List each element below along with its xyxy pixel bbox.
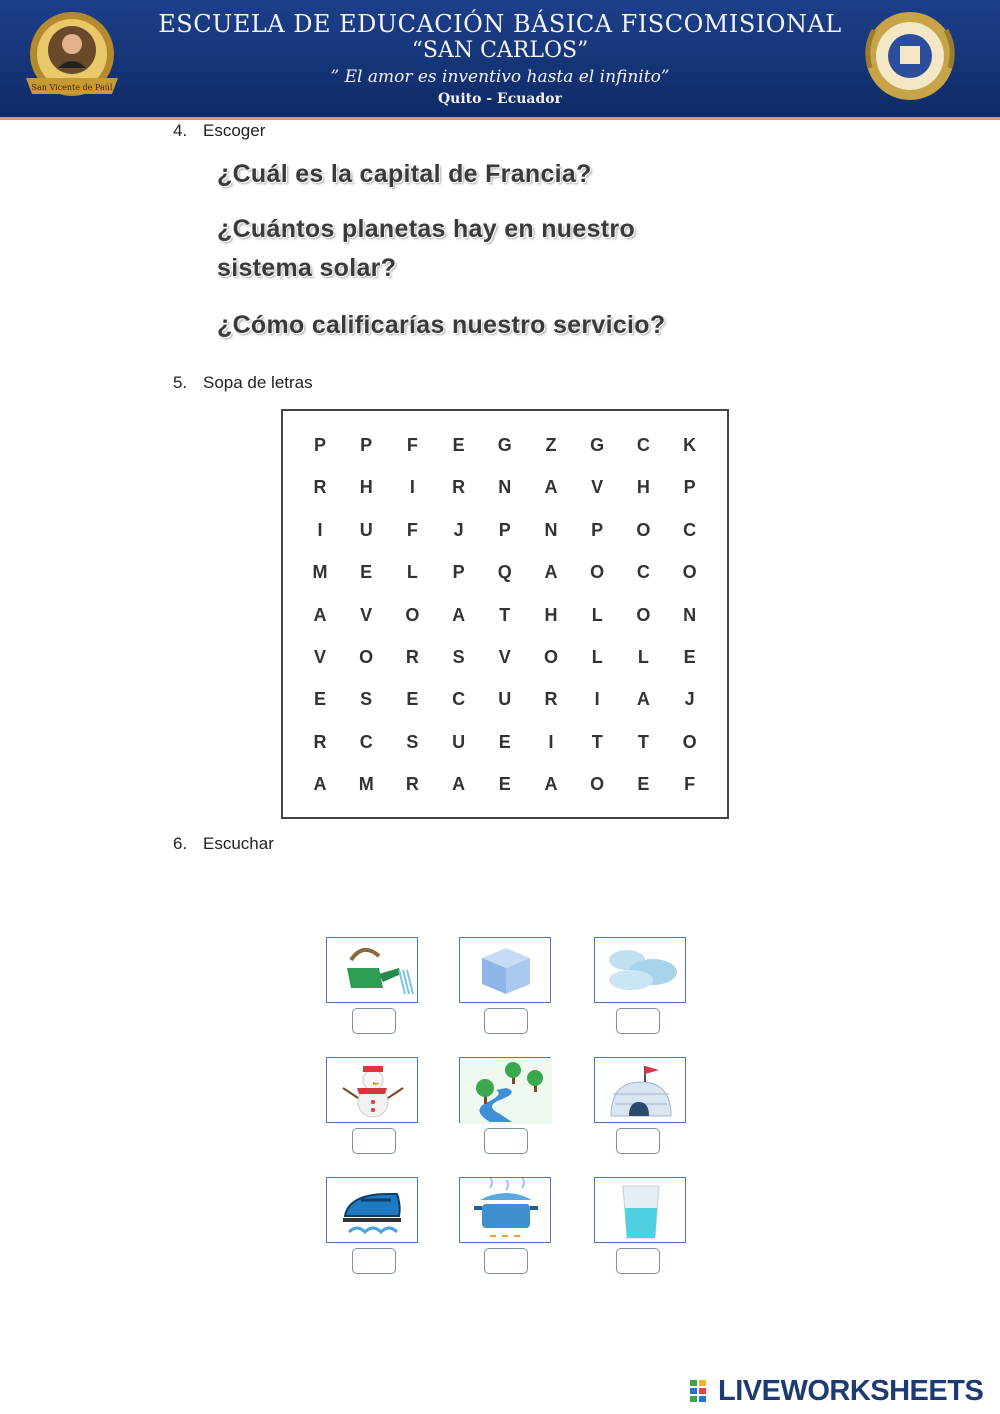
grid-letter[interactable]: A — [313, 774, 327, 795]
section-5-number: 5. — [173, 373, 188, 392]
grid-letter[interactable]: R — [544, 689, 558, 710]
grid-letter[interactable]: R — [405, 774, 419, 795]
grid-letter[interactable]: P — [360, 435, 373, 455]
answer-checkbox-2[interactable] — [484, 1008, 528, 1034]
answer-checkbox-8[interactable] — [484, 1248, 528, 1274]
school-name: ESCUELA DE EDUCACIÓN BÁSICA FISCOMISIONAL — [158, 10, 842, 38]
section-6-label: Escuchar — [203, 834, 274, 853]
school-subname: “SAN CARLOS” — [411, 38, 589, 63]
section-5-label: Sopa de letras — [203, 373, 313, 392]
grid-letter[interactable]: N — [683, 604, 697, 625]
answer-checkbox-7[interactable] — [352, 1248, 396, 1274]
grid-letter[interactable]: P — [591, 519, 604, 540]
grid-letter[interactable]: O — [359, 647, 374, 667]
grid-letter[interactable]: H — [359, 477, 373, 498]
grid-letter[interactable]: R — [405, 647, 419, 667]
grid-letter[interactable]: E — [406, 689, 419, 710]
question-1[interactable]: ¿Cuál es la capital de Francia? — [217, 160, 592, 188]
grid-letter[interactable]: O — [590, 562, 605, 583]
grid-letter[interactable]: I — [548, 731, 554, 752]
liveworksheets-grid-icon — [690, 1380, 716, 1402]
grid-letter[interactable]: C — [452, 689, 466, 710]
question-3[interactable]: ¿Cómo calificarías nuestro servicio? — [217, 311, 666, 339]
grid-letter[interactable]: C — [683, 519, 697, 540]
grid-letter[interactable]: A — [544, 477, 558, 498]
grid-letter[interactable]: T — [591, 731, 603, 752]
ice-cube-icon — [460, 938, 552, 1004]
snowman-icon — [327, 1058, 419, 1124]
section-6-heading — [173, 834, 274, 854]
grid-letter[interactable]: A — [313, 604, 327, 625]
grid-letter[interactable]: E — [313, 689, 326, 710]
grid-letter[interactable]: T — [637, 731, 649, 752]
grid-letter[interactable]: R — [452, 477, 466, 498]
grid-letter[interactable]: N — [498, 477, 512, 498]
answer-checkbox-9[interactable] — [616, 1248, 660, 1274]
grid-letter[interactable]: O — [590, 774, 605, 795]
grid-letter[interactable]: I — [317, 519, 323, 540]
igloo-icon — [595, 1058, 687, 1124]
answer-checkbox-6[interactable] — [616, 1128, 660, 1154]
grid-letter[interactable]: K — [683, 435, 697, 455]
section-5-heading — [173, 373, 313, 393]
watering-can-icon — [327, 938, 419, 1004]
grid-letter[interactable]: V — [360, 604, 373, 625]
section-4-number: 4. — [173, 121, 188, 140]
grid-letter[interactable]: Q — [497, 562, 512, 583]
liveworksheets-logo — [690, 1374, 983, 1408]
glass-of-water-card — [594, 1177, 686, 1243]
cloud-icon — [595, 938, 687, 1004]
grid-letter[interactable]: H — [544, 604, 558, 625]
grid-letter[interactable]: P — [683, 477, 696, 498]
grid-letter[interactable]: F — [406, 435, 418, 455]
grid-letter[interactable]: O — [636, 519, 651, 540]
grid-letter[interactable]: V — [313, 647, 326, 667]
glass-of-water-icon — [595, 1178, 687, 1244]
snowman-card — [326, 1057, 418, 1123]
boiling-pot-card — [459, 1177, 551, 1243]
grid-letter[interactable]: I — [409, 477, 415, 498]
word-search-grid — [281, 409, 729, 819]
river-card — [459, 1057, 551, 1123]
grid-letter[interactable]: N — [544, 519, 558, 540]
answer-checkbox-3[interactable] — [616, 1008, 660, 1034]
left-seal-caption: San Vicente de Paúl — [31, 83, 113, 92]
grid-letter[interactable]: A — [544, 774, 558, 795]
grid-letter[interactable]: P — [498, 519, 511, 540]
san-carlos-crest-icon — [860, 8, 960, 108]
grid-letter[interactable]: E — [637, 774, 650, 795]
grid-letter[interactable]: A — [452, 774, 466, 795]
grid-letter[interactable]: H — [636, 477, 650, 498]
grid-letter[interactable]: V — [591, 477, 604, 498]
grid-letter[interactable]: E — [683, 647, 696, 667]
grid-letter[interactable]: R — [313, 731, 327, 752]
answer-checkbox-4[interactable] — [352, 1128, 396, 1154]
section-6-number: 6. — [173, 834, 188, 853]
grid-letter[interactable]: E — [360, 562, 373, 583]
grid-letter[interactable]: O — [405, 604, 420, 625]
grid-letter[interactable]: G — [497, 435, 512, 455]
grid-letter[interactable]: G — [590, 435, 605, 455]
grid-letter[interactable]: V — [498, 647, 511, 667]
grid-letter[interactable]: M — [358, 774, 374, 795]
grid-letter[interactable]: U — [498, 689, 512, 710]
grid-letter[interactable]: S — [406, 731, 419, 752]
river-icon — [460, 1058, 552, 1124]
grid-letter[interactable]: M — [312, 562, 328, 583]
school-location: Quito - Ecuador — [437, 91, 562, 107]
section-4-label: Escoger — [203, 121, 266, 140]
boiling-pot-icon — [460, 1178, 552, 1244]
header-banner — [0, 0, 1000, 120]
grid-letter[interactable]: L — [591, 604, 603, 625]
grid-letter[interactable]: P — [452, 562, 465, 583]
watering-can-card — [326, 937, 418, 1003]
steam-iron-icon — [327, 1178, 419, 1244]
school-motto: ” El amor es inventivo hasta el infinito” — [330, 67, 670, 87]
grid-letter[interactable]: T — [499, 604, 511, 625]
steam-iron-card — [326, 1177, 418, 1243]
grid-letter[interactable]: A — [636, 689, 650, 710]
grid-letter[interactable]: I — [594, 689, 600, 710]
grid-letter[interactable]: S — [452, 647, 465, 667]
grid-letter[interactable]: O — [636, 604, 651, 625]
question-2-line-2[interactable]: sistema solar? — [217, 254, 397, 282]
liveworksheets-logo-text: LIVEWORKSHEETS — [718, 1374, 984, 1407]
ice-cube-card — [459, 937, 551, 1003]
grid-letter[interactable]: O — [543, 647, 558, 667]
grid-letter[interactable]: A — [544, 562, 558, 583]
grid-letter[interactable]: O — [682, 562, 697, 583]
grid-letter[interactable]: O — [682, 731, 697, 752]
grid-letter[interactable]: E — [498, 731, 511, 752]
igloo-card — [594, 1057, 686, 1123]
grid-letter[interactable]: C — [636, 562, 650, 583]
answer-checkbox-5[interactable] — [484, 1128, 528, 1154]
question-2-line-1[interactable]: ¿Cuántos planetas hay en nuestro — [217, 215, 636, 243]
grid-letter[interactable]: Z — [545, 435, 557, 455]
grid-letter[interactable]: R — [313, 477, 327, 498]
grid-letter[interactable]: L — [591, 647, 603, 667]
answer-checkbox-1[interactable] — [352, 1008, 396, 1034]
grid-letter[interactable]: U — [359, 519, 373, 540]
grid-letter[interactable]: L — [637, 647, 649, 667]
grid-letter[interactable]: P — [313, 435, 326, 455]
grid-letter[interactable]: A — [452, 604, 466, 625]
grid-letter[interactable]: J — [453, 519, 464, 540]
grid-letter[interactable]: E — [498, 774, 511, 795]
grid-letter[interactable]: L — [406, 562, 418, 583]
grid-letter[interactable]: C — [359, 731, 373, 752]
grid-letter[interactable]: S — [360, 689, 373, 710]
grid-letter[interactable]: F — [406, 519, 418, 540]
cloud-card — [594, 937, 686, 1003]
grid-letter[interactable]: E — [452, 435, 465, 455]
grid-letter[interactable]: F — [684, 774, 696, 795]
grid-letter[interactable]: U — [452, 731, 466, 752]
section-4-heading — [173, 121, 265, 141]
grid-letter[interactable]: J — [684, 689, 695, 710]
grid-letter[interactable]: C — [636, 435, 650, 455]
